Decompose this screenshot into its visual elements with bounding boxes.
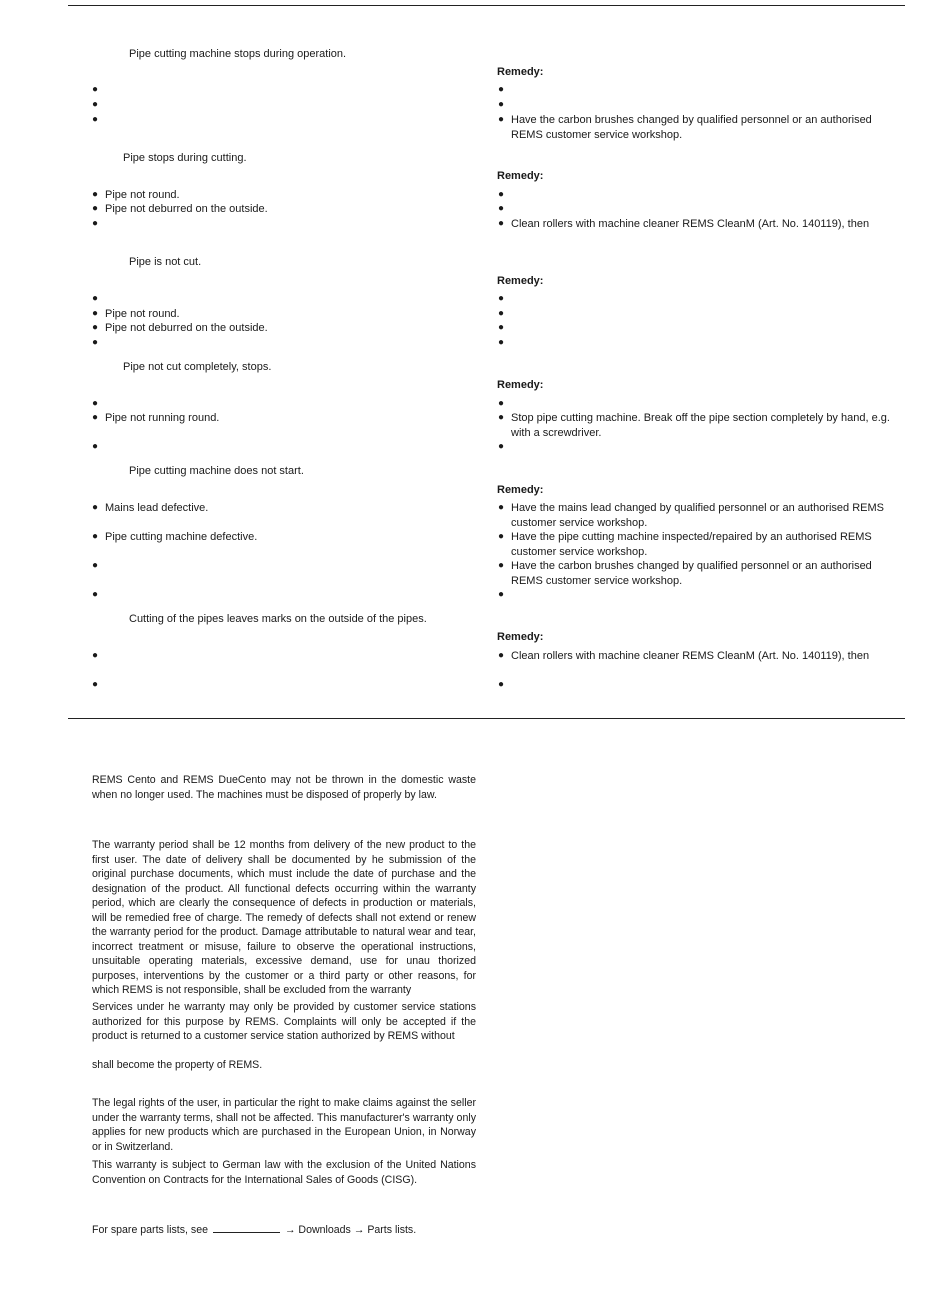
warranty-paragraph: This warranty is subject to German law with the exclusion of the United Nations Convention on Contracts for the International Sales of Goods (CISG). (92, 1159, 476, 1186)
remedy-heading: Remedy: (497, 631, 544, 643)
bullet-icon: ● (498, 203, 505, 214)
bullet-icon: ● (498, 114, 505, 125)
remedy-item: ● Have the carbon brushes changed by qualified personnel or an authorised REMS customer service workshop. (498, 560, 872, 587)
fault-title: Pipe stops during cutting. (123, 152, 247, 164)
remedy-item: ● Have the mains lead changed by qualified personnel or an authorised REMS customer service workshop. (498, 502, 885, 529)
spare-parts-suffix: → Downloads → Parts lists. (284, 1224, 417, 1236)
disposal-text: REMS Cento and REMS DueCento may not be thrown in the domestic waste when no longer used. The machines must be disposed of properly by law. (92, 774, 476, 801)
bullet-icon: ● (498, 589, 505, 600)
bullet-icon: ● (92, 412, 99, 423)
spare-parts-line (92, 1223, 492, 1238)
link-placeholder (213, 1223, 280, 1233)
remedy-heading: Remedy: (497, 275, 544, 287)
bullet-icon: ● (92, 203, 99, 214)
fault-title: Pipe cutting machine does not start. (129, 465, 304, 477)
bullet-icon: ● (92, 293, 99, 304)
bullet-icon: ● (498, 412, 505, 423)
remedy-item: ● Have the carbon brushes changed by qualified personnel or an authorised REMS customer service workshop. (498, 114, 872, 141)
remedy-heading: Remedy: (497, 484, 544, 496)
warranty-paragraph: The legal rights of the user, in particular the right to make claims against the seller under the warranty terms, shall not be affected. This manufacturer's warranty only applies for new products which are purchased in the European Union, in Norway or in Switzerland. (92, 1097, 476, 1153)
bullet-icon: ● (498, 337, 505, 348)
bullet-icon: ● (92, 560, 99, 571)
bullet-icon: ● (92, 114, 99, 125)
bullet-icon: ● (498, 679, 505, 690)
bullet-icon: ● (92, 441, 99, 452)
section-rule (68, 718, 905, 719)
bullet-icon: ● (498, 560, 505, 571)
bullet-icon: ● (498, 189, 505, 200)
warranty-paragraph: shall become the property of REMS. (92, 1059, 263, 1071)
bullet-icon: ● (498, 650, 505, 661)
bullet-icon: ● (92, 650, 99, 661)
bullet-icon: ● (498, 322, 505, 333)
bullet-icon: ● (92, 589, 99, 600)
fault-title: Cutting of the pipes leaves marks on the outside of the pipes. (129, 613, 427, 625)
spare-parts-prefix: For spare parts lists, see (92, 1224, 208, 1236)
warranty-paragraph: Services under he warranty may only be provided by customer service stations authorized for this purpose by REMS. Complaints will only be accepted if the product is returned to a customer service station authorized by REMS without (92, 1001, 476, 1042)
bullet-icon: ● (498, 441, 505, 452)
bullet-icon: ● (92, 502, 99, 513)
remedy-item: ● Have the pipe cutting machine inspected/repaired by an authorised REMS customer service workshop. (498, 531, 872, 558)
bullet-icon: ● (498, 398, 505, 409)
bullet-icon: ● (92, 308, 99, 319)
bullet-icon: ● (92, 679, 99, 690)
bullet-icon: ● (92, 99, 99, 110)
bullet-icon: ● (498, 308, 505, 319)
bullet-icon: ● (92, 322, 99, 333)
bullet-icon: ● (92, 218, 99, 229)
bullet-icon: ● (92, 398, 99, 409)
remedy-heading: Remedy: (497, 379, 544, 391)
bullet-icon: ● (92, 189, 99, 200)
bullet-icon: ● (498, 84, 505, 95)
top-rule (68, 5, 905, 6)
remedy-item: ● Stop pipe cutting machine. Break off the pipe section completely by hand, e.g. with a screwdriver. (498, 412, 890, 439)
remedy-heading: Remedy: (497, 66, 544, 78)
bullet-icon: ● (92, 337, 99, 348)
bullet-icon: ● (498, 502, 505, 513)
bullet-icon: ● (92, 531, 99, 542)
bullet-icon: ● (498, 99, 505, 110)
warranty-paragraph: The warranty period shall be 12 months from delivery of the new product to the first user. The date of delivery shall be documented by he submission of the original purchase documents, which must include the date of purchase and the designation of the product. All functional defects occurring within the warranty period, which are clearly the consequence of defects in production or materials, will be remedied free of charge. The remedy of defects shall not extend or renew the warranty period for the product. Damage attributable to natural wear and tear, incorrect treatment or misuse, failure to observe the operational instructions, unsuitable operating materials, excessive demand, use for unau thorized purposes, interventions by the customer or a third party or other reasons, for which REMS is not responsible, shall be excluded from the warranty (92, 839, 476, 996)
bullet-icon: ● (498, 531, 505, 542)
bullet-icon: ● (498, 218, 505, 229)
fault-title: Pipe is not cut. (129, 256, 202, 268)
bullet-icon: ● (498, 293, 505, 304)
remedy-heading: Remedy: (497, 170, 544, 182)
fault-title: Pipe not cut completely, stops. (123, 361, 272, 373)
fault-title: Pipe cutting machine stops during operation. (129, 48, 347, 60)
bullet-icon: ● (92, 84, 99, 95)
